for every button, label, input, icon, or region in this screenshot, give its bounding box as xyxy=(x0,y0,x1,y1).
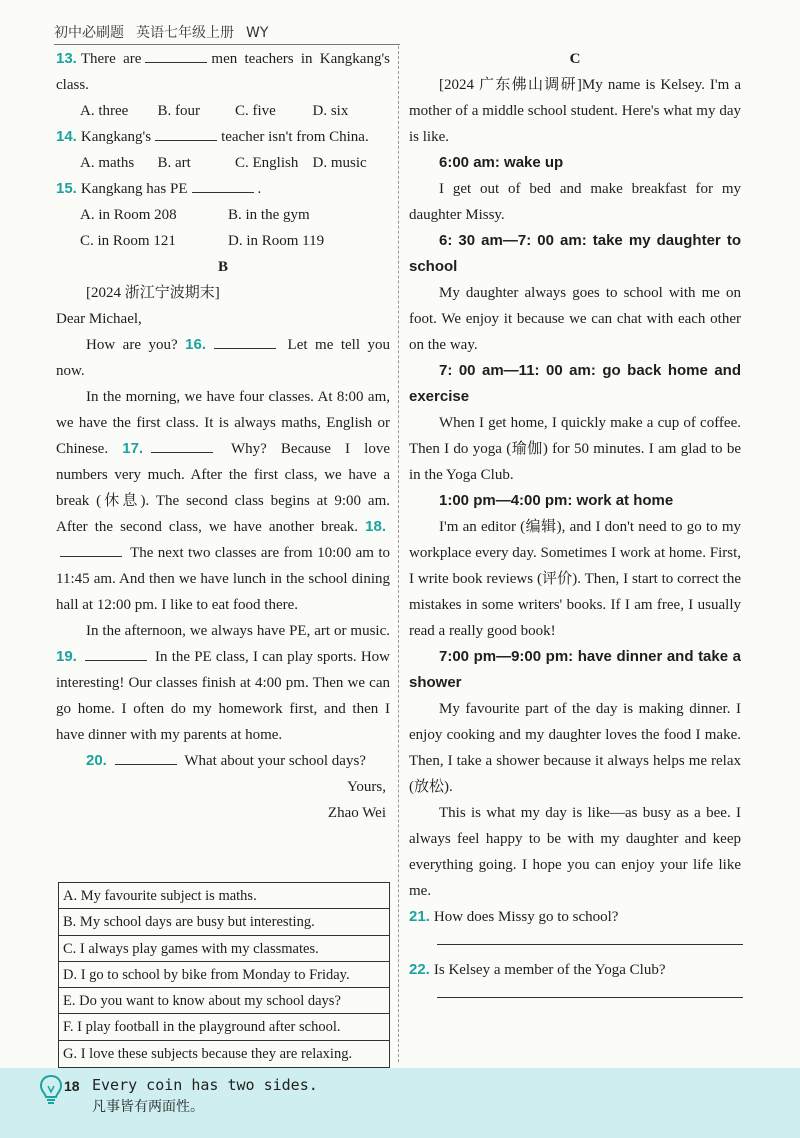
letter-paragraph-4: 20. What about your school days? xyxy=(86,752,366,769)
question-22: 22. Is Kelsey a member of the Yoga Club? xyxy=(409,961,666,978)
option-e: E. Do you want to know about my school days? xyxy=(59,988,389,1014)
passage-paragraph-4: I'm an editor (编辑), and I don't need to go to my workplace every day. Sometimes I work at home. First, I write book reviews (评价). Then, I start to correct the mistakes in some writers' books. If I am free, I usually read a really good book! xyxy=(409,519,741,639)
question-14-options xyxy=(56,150,390,176)
section-c-source: [2024 广东佛山调研] xyxy=(439,77,582,93)
option[interactable]: A. in Room 208 xyxy=(80,207,177,223)
question-15: 15. Kangkang has PE . xyxy=(56,180,262,197)
option-b: B. My school days are busy but interesting. xyxy=(59,909,389,935)
question-17-number: 17. xyxy=(122,440,144,457)
option[interactable]: C. five xyxy=(235,103,276,119)
option-g: G. I love these subjects because they are relaxing. xyxy=(63,1045,353,1062)
passage-intro: [2024 广东佛山调研]My name is Kelsey. I'm a mother of a middle school student. Here's what my day is like. xyxy=(409,77,741,145)
option[interactable]: C. English xyxy=(235,155,299,171)
option[interactable]: B. four xyxy=(157,103,200,119)
time-heading-3: 7: 00 am—11: 00 am: go back home and exercise xyxy=(409,362,741,405)
option[interactable]: A. maths xyxy=(80,155,135,171)
time-heading-2: 6: 30 am—7: 00 am: take my daughter to school xyxy=(409,232,741,275)
passage-paragraph-2: My daughter always goes to school with me on foot. We enjoy it because we can chat with each other on the way. xyxy=(409,285,741,353)
letter-greeting: Dear Michael, xyxy=(56,311,142,327)
question-13-options xyxy=(56,98,390,124)
footer-motto: Every coin has two sides. xyxy=(92,1076,318,1094)
letter-paragraph-3: In the afternoon, we always have PE, art or music. 19. In the PE class, I can play sports. How interesting! Our classes finish at 4:00 pm. Then we can go home. I often do my homework first, and then I have dinner with my parents at home. xyxy=(56,623,390,743)
section-b-label: B xyxy=(217,259,228,275)
book-edition: WY xyxy=(246,25,269,41)
option[interactable]: C. in Room 121 xyxy=(80,233,176,249)
section-c-label: C xyxy=(569,51,581,67)
left-column xyxy=(56,46,390,826)
option[interactable]: D. in Room 119 xyxy=(228,233,325,249)
option[interactable]: D. six xyxy=(312,103,349,119)
answer-blank[interactable] xyxy=(192,179,254,193)
time-heading-5: 7:00 pm—9:00 pm: have dinner and take a shower xyxy=(409,648,741,691)
section-b-source: [2024 浙江宁波期末] xyxy=(86,285,220,301)
question-15-options xyxy=(56,228,390,254)
option[interactable]: A. three xyxy=(80,103,129,119)
page-header xyxy=(54,22,280,42)
letter-signature: Zhao Wei xyxy=(327,805,386,821)
answer-blank[interactable] xyxy=(151,439,213,453)
letter-paragraph-2: In the morning, we have four classes. At 8:00 am, we have the first class. It is always maths, English or Chinese. 17. Why? Because I love numbers very much. After the first class, we have a break (休息). The second class begins at 9:00 am. After the second class, we have another break. 18. The next two classes are from 10:00 am to 11:45 am. And then we have lunch in the school dining hall at 12:00 pm. I like to eat food there. xyxy=(56,389,391,613)
option-d: D. I go to school by bike from Monday to Friday. xyxy=(59,962,389,988)
question-16-number: 16. xyxy=(185,336,207,353)
right-column xyxy=(409,46,741,998)
footer-motto-cn: 凡事皆有两面性。 xyxy=(92,1099,204,1115)
answer-blank[interactable] xyxy=(155,127,217,141)
question-21: 21. How does Missy go to school? xyxy=(409,908,619,925)
option-a: A. My favourite subject is maths. xyxy=(59,883,389,909)
book-subject: 英语七年级上册 xyxy=(136,25,234,41)
page-footer xyxy=(0,1068,800,1138)
passage-paragraph-6: This is what my day is like—as busy as a bee. I always feel happy to be with my daughter and keep everything going. I hope you can enjoy your life like me. xyxy=(409,805,741,899)
answer-blank[interactable] xyxy=(145,49,207,63)
book-series: 初中必刷题 xyxy=(54,25,124,41)
option-f: F. I play football in the playground after school. xyxy=(59,1014,389,1040)
option[interactable]: B. art xyxy=(157,155,191,171)
time-heading-1: 6:00 am: wake up xyxy=(439,154,564,171)
option[interactable]: B. in the gym xyxy=(228,207,310,223)
question-20-number: 20. xyxy=(86,752,107,769)
answer-line-22[interactable] xyxy=(437,997,743,998)
answer-line-21[interactable] xyxy=(437,944,743,945)
answer-blank[interactable] xyxy=(60,543,122,557)
question-13: 13. There are men teachers in Kangkang's class. xyxy=(56,50,390,93)
question-15-options xyxy=(56,202,390,228)
header-rule xyxy=(54,44,400,45)
lightbulb-icon xyxy=(38,1074,64,1106)
passage-paragraph-1: I get out of bed and make breakfast for my daughter Missy. xyxy=(409,181,741,223)
time-heading-4: 1:00 pm—4:00 pm: work at home xyxy=(439,492,674,509)
answer-blank[interactable] xyxy=(85,647,147,661)
passage-paragraph-5: My favourite part of the day is making dinner. I enjoy cooking and my daughter loves the food I make. Then, I take a shower because it always helps me relax (放松). xyxy=(409,701,741,795)
question-18-number: 18. xyxy=(365,518,386,535)
answer-blank[interactable] xyxy=(214,335,276,349)
option[interactable]: D. music xyxy=(312,155,367,171)
letter-paragraph-1: How are you? 16. Let me tell you now. xyxy=(56,336,391,379)
letter-closing: Yours, xyxy=(347,779,386,795)
column-divider xyxy=(398,46,399,1062)
page-number: 18 xyxy=(64,1078,80,1094)
passage-paragraph-3: When I get home, I quickly make a cup of coffee. Then I do yoga (瑜伽) for 50 minutes. I am glad to be in the Yoga Club. xyxy=(409,415,741,483)
answer-blank[interactable] xyxy=(115,751,177,765)
answer-options-box xyxy=(58,882,390,1068)
question-19-number: 19. xyxy=(56,648,77,665)
option-c: C. I always play games with my classmates. xyxy=(59,936,389,962)
question-14: 14. Kangkang's teacher isn't from China. xyxy=(56,128,369,145)
